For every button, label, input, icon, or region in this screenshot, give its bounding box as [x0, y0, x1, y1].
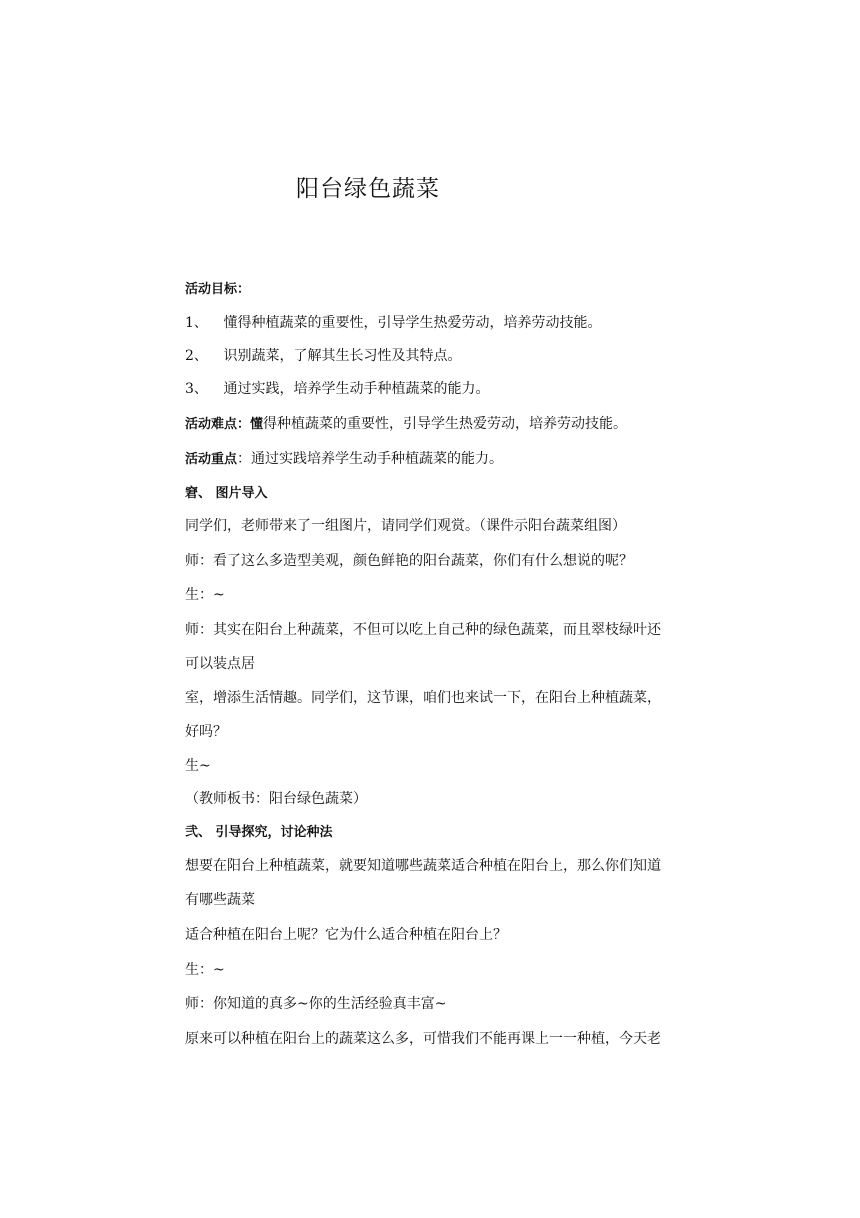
goal-number: 2、 — [185, 348, 208, 364]
goals-heading: 活动目标： — [185, 282, 251, 297]
paragraph-line: 好吗？ — [185, 724, 227, 740]
goal-text: 通过实践，培养学生动手种植蔬菜的能力。 — [223, 381, 490, 397]
paragraph-line: （教师板书：阳台绿色蔬菜） — [185, 791, 367, 807]
section1-heading: 窘、 图片导入 — [185, 486, 268, 501]
difficulty-label: 活动难点：懂 — [185, 417, 264, 432]
document-title: 阳台绿色蔬菜 — [296, 176, 440, 202]
goal-item-3 — [185, 379, 685, 399]
paragraph-line: 有哪些蔬菜 — [185, 892, 255, 908]
paragraph-line: 想要在阳台上种植蔬菜，就要知道哪些蔬菜适合种植在阳台上，那么你们知道 — [185, 858, 661, 874]
key-point-label: 活动重点 — [185, 452, 238, 467]
paragraph-line: 师：看了这么多造型美观，颜色鲜艳的阳台蔬菜，你们有什么想说的呢？ — [185, 553, 633, 569]
paragraph-line: 室，增添生活情趣。同学们，这节课，咱们也来试一下，在阳台上种植蔬菜， — [185, 690, 661, 706]
key-point-text: ：通过实践培养学生动手种植蔬菜的能力。 — [237, 451, 504, 467]
paragraph-line: 可以装点居 — [185, 656, 255, 672]
paragraph-line: 师：你知道的真多~你的生活经验真丰富~ — [185, 996, 447, 1012]
paragraph-line: 师：其实在阳台上种蔬菜，不但可以吃上自己种的绿色蔬菜，而且翠枝绿叶还 — [185, 622, 661, 638]
paragraph-line: 生：~ — [185, 587, 225, 603]
goal-number: 3、 — [185, 381, 208, 397]
paragraph-line: 生~ — [185, 758, 211, 774]
difficulty-text: 得种植蔬菜的重要性，引导学生热爱劳动，培养劳动技能。 — [263, 416, 628, 432]
paragraph-line: 原来可以种植在阳台上的蔬菜这么多，可惜我们不能再课上一一种植，今天老 — [185, 1031, 661, 1047]
section2-heading: 弐、 引导探究，讨论种法 — [185, 825, 333, 840]
key-point-line — [185, 449, 685, 470]
paragraph-line: 适合种植在阳台上呢？它为什么适合种植在阳台上？ — [185, 927, 507, 943]
goal-text: 懂得种植蔬菜的重要性，引导学生热爱劳动，培养劳动技能。 — [223, 315, 602, 331]
paragraph-line: 生：~ — [185, 962, 225, 978]
goal-text: 识别蔬菜，了解其生长习性及其特点。 — [223, 348, 462, 364]
goal-item-2 — [185, 346, 685, 366]
paragraph-line: 同学们，老师带来了一组图片，请同学们观赏。（课件示阳台蔬菜组图） — [185, 518, 626, 534]
goal-item-1 — [185, 313, 685, 333]
difficulty-line — [185, 414, 685, 435]
goal-number: 1、 — [185, 315, 208, 331]
